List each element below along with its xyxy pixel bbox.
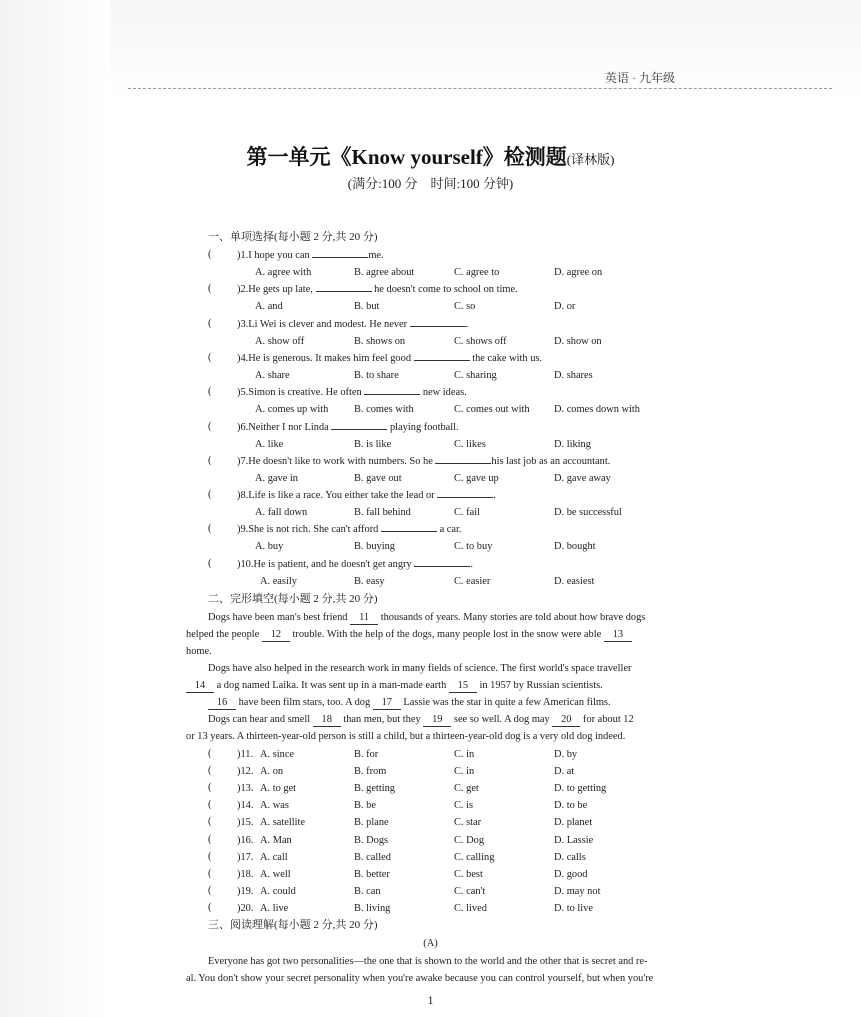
option: D. by <box>554 749 578 760</box>
question-stem: )2.He gets up late, he doesn't come to school on time. <box>237 284 518 296</box>
blank-17: 17 <box>373 696 401 710</box>
option: B. easy <box>354 575 385 587</box>
option: D. may not <box>554 885 601 897</box>
option: B. getting <box>354 783 395 795</box>
option: D. show on <box>554 335 602 347</box>
blank-13: 13 <box>604 628 632 642</box>
option: C. gave up <box>454 472 499 484</box>
answer-paren: ( <box>208 351 212 363</box>
option: B. is like <box>354 438 392 450</box>
passage-line1: Everyone has got two personalities—the one that is shown to the world and the other that is secret and re- <box>208 956 648 967</box>
answer-blank <box>435 463 491 464</box>
answer-paren: ( <box>208 799 212 811</box>
option: B. called <box>354 851 391 863</box>
answer-paren: ( <box>208 283 212 295</box>
option: D. easiest <box>554 575 595 587</box>
cloze-p4-line1: Dogs can hear and smell 18 than men, but they 19 see so well. A dog may 20 for about 12 <box>208 714 634 725</box>
header-divider <box>128 88 832 89</box>
choice-number: )19. <box>237 885 254 897</box>
option: A. like <box>255 438 284 450</box>
option: C. to buy <box>454 541 493 553</box>
option: D. be successful <box>554 507 622 519</box>
section1-heading: 一、单项选择(每小题 2 分,共 20 分) <box>208 231 378 243</box>
option: C. comes out with <box>454 404 530 416</box>
option: B. be <box>354 800 376 812</box>
option: C. fail <box>454 507 480 519</box>
answer-paren: ( <box>208 850 212 862</box>
cloze-p3-line1: 16 have been film stars, too. A dog 17 Lassie was the star in quite a few American films. <box>208 696 611 710</box>
cloze-p2-line2: 14 a dog named Laika. It was sent up in a man-made earth 15 in 1957 by Russian scientists. <box>186 679 603 693</box>
option: B. plane <box>354 817 389 829</box>
option: A. comes up with <box>255 404 329 416</box>
option: B. gave out <box>354 472 402 484</box>
option: A. could <box>260 885 296 897</box>
option: A. on <box>260 766 284 778</box>
option: A. live <box>260 902 289 914</box>
answer-blank <box>414 360 470 361</box>
question-stem: )5.Simon is creative. He often new ideas. <box>237 387 467 399</box>
answer-blank <box>381 531 437 532</box>
passage-line2: al. You don't show your secret personality when you're awake because you can control yourself, but when you're <box>186 973 654 984</box>
option: C. star <box>454 817 482 829</box>
option: D. good <box>554 868 588 880</box>
option: C. shows off <box>454 335 507 347</box>
option: B. to share <box>354 369 399 381</box>
answer-paren: ( <box>208 386 212 398</box>
option: A. and <box>255 301 283 313</box>
option: A. gave in <box>255 472 298 484</box>
option: A. buy <box>255 541 284 553</box>
choice-number: )18. <box>237 868 254 880</box>
answer-paren: ( <box>208 317 212 329</box>
question-stem: )10.He is patient, and he doesn't get angry . <box>237 558 473 570</box>
choice-number: )13. <box>237 783 254 795</box>
answer-blank <box>331 429 387 430</box>
answer-paren: ( <box>208 884 212 896</box>
option: D. at <box>554 766 575 778</box>
option: B. but <box>354 301 380 313</box>
option: A. show off <box>255 335 305 347</box>
option: C. Dog <box>454 834 485 846</box>
option: B. can <box>354 885 381 897</box>
option: A. satellite <box>260 817 306 829</box>
option: A. easily <box>260 575 297 587</box>
cloze-p1-line3: home. <box>186 646 212 657</box>
page-number: 1 <box>427 993 434 1007</box>
answer-blank <box>316 291 372 292</box>
answer-paren: ( <box>208 867 212 879</box>
title-main: 第一单元《Know yourself》检测题 <box>246 145 567 169</box>
answer-blank <box>410 326 466 327</box>
option: C. get <box>454 783 479 795</box>
option: A. Man <box>260 834 292 846</box>
option: B. from <box>354 766 387 778</box>
blank-12: 12 <box>262 628 290 642</box>
blank-20: 20 <box>552 713 580 727</box>
choice-number: )17. <box>237 851 254 863</box>
answer-paren: ( <box>208 523 212 535</box>
option: C. in <box>454 749 475 760</box>
option: D. calls <box>554 851 586 863</box>
choice-number: )16. <box>237 834 254 846</box>
question-stem: )4.He is generous. It makes him feel good the cake with us. <box>237 352 543 364</box>
answer-paren: ( <box>208 782 212 794</box>
choice-number: )11. <box>237 749 254 760</box>
answer-paren: ( <box>208 765 212 777</box>
option: B. living <box>354 902 391 914</box>
blank-15: 15 <box>449 679 477 693</box>
option: C. agree to <box>454 267 500 278</box>
answer-paren: ( <box>208 557 212 569</box>
option: D. Lassie <box>554 834 594 846</box>
question-stem: )6.Neither I nor Linda playing football. <box>237 421 459 433</box>
option: D. bought <box>554 541 596 553</box>
title-note: (译林版) <box>566 152 615 167</box>
option: A. well <box>260 868 291 880</box>
question-stem: )9.She is not rich. She can't afford a car. <box>237 524 462 536</box>
option: A. since <box>260 749 295 760</box>
option: A. fall down <box>255 507 308 519</box>
option: C. is <box>454 800 474 812</box>
cloze-p1-line2: helped the people 12 trouble. With the help of the dogs, many people lost in the snow were able 13 <box>186 628 632 642</box>
option: A. agree with <box>255 267 312 278</box>
option: A. to get <box>260 783 297 795</box>
option: C. calling <box>454 851 495 863</box>
choice-number: )12. <box>237 766 254 778</box>
option: D. or <box>554 301 576 313</box>
option: A. share <box>255 369 290 381</box>
option: D. shares <box>554 369 593 381</box>
answer-paren: ( <box>208 454 212 466</box>
answer-paren: ( <box>208 816 212 828</box>
option: C. can't <box>454 885 486 897</box>
answer-blank <box>364 394 420 395</box>
cloze-p2-line1: Dogs have also helped in the research work in many fields of science. The first world's space traveller <box>208 663 632 674</box>
option: D. gave away <box>554 472 611 484</box>
answer-paren: ( <box>208 901 212 913</box>
option: C. so <box>454 301 476 313</box>
option: B. agree about <box>354 267 415 278</box>
option: C. best <box>454 868 483 880</box>
answer-paren: ( <box>208 249 212 260</box>
option: C. likes <box>454 438 486 450</box>
blank-14: 14 <box>186 679 214 693</box>
option: D. to live <box>554 902 593 914</box>
blank-19: 19 <box>423 713 451 727</box>
option: B. Dogs <box>354 834 389 846</box>
cloze-p1-line1: Dogs have been man's best friend 11 thousands of years. Many stories are told about how brave dogs <box>208 612 646 623</box>
option: C. easier <box>454 575 491 587</box>
option: D. agree on <box>554 267 603 278</box>
option: A. was <box>260 800 289 812</box>
page-top-shade <box>0 0 861 100</box>
section3-heading: 三、阅读理解(每小题 2 分,共 20 分) <box>208 919 378 931</box>
blank-11: 11 <box>350 611 378 625</box>
option: B. comes with <box>354 404 414 416</box>
option: B. shows on <box>354 335 406 347</box>
option: B. buying <box>354 541 395 553</box>
page-subtitle: (满分:100 分 时间:100 分钟) <box>347 176 514 191</box>
answer-paren: ( <box>208 833 212 845</box>
option: B. fall behind <box>354 507 411 519</box>
option: D. comes down with <box>554 404 641 416</box>
option: D. liking <box>554 438 591 450</box>
option: D. to getting <box>554 783 607 795</box>
header-subject: 英语 · 九年级 <box>605 71 675 85</box>
page-title <box>0 141 861 171</box>
question-stem: )1.I hope you can me. <box>237 250 384 261</box>
blank-16: 16 <box>208 696 236 710</box>
option: B. better <box>354 868 390 880</box>
answer-blank <box>437 497 493 498</box>
passage-a-label: (A) <box>423 938 438 949</box>
option: C. sharing <box>454 369 497 381</box>
option: C. in <box>454 766 475 778</box>
question-stem: )3.Li Wei is clever and modest. He never . <box>237 318 469 330</box>
section2-heading: 二、完形填空(每小题 2 分,共 20 分) <box>208 593 378 605</box>
choice-number: )14. <box>237 800 254 812</box>
answer-paren: ( <box>208 489 212 501</box>
option: B. for <box>354 749 379 760</box>
option: D. to be <box>554 800 588 812</box>
question-stem: )8.Life is like a race. You either take the lead or . <box>237 490 496 502</box>
option: A. call <box>260 851 288 863</box>
option: D. planet <box>554 817 593 829</box>
answer-paren: ( <box>208 420 212 432</box>
answer-paren: ( <box>208 748 212 759</box>
question-stem: )7.He doesn't like to work with numbers. So he his last job as an accountant. <box>237 455 611 467</box>
answer-blank <box>414 566 470 567</box>
choice-number: )20. <box>237 902 254 914</box>
option: C. lived <box>454 902 487 914</box>
answer-blank <box>312 257 368 258</box>
choice-number: )15. <box>237 817 254 829</box>
cloze-p4-line2: or 13 years. A thirteen-year-old person is still a child, but a thirteen-year-old dog is a very old dog indeed. <box>186 731 626 742</box>
blank-18: 18 <box>313 713 341 727</box>
